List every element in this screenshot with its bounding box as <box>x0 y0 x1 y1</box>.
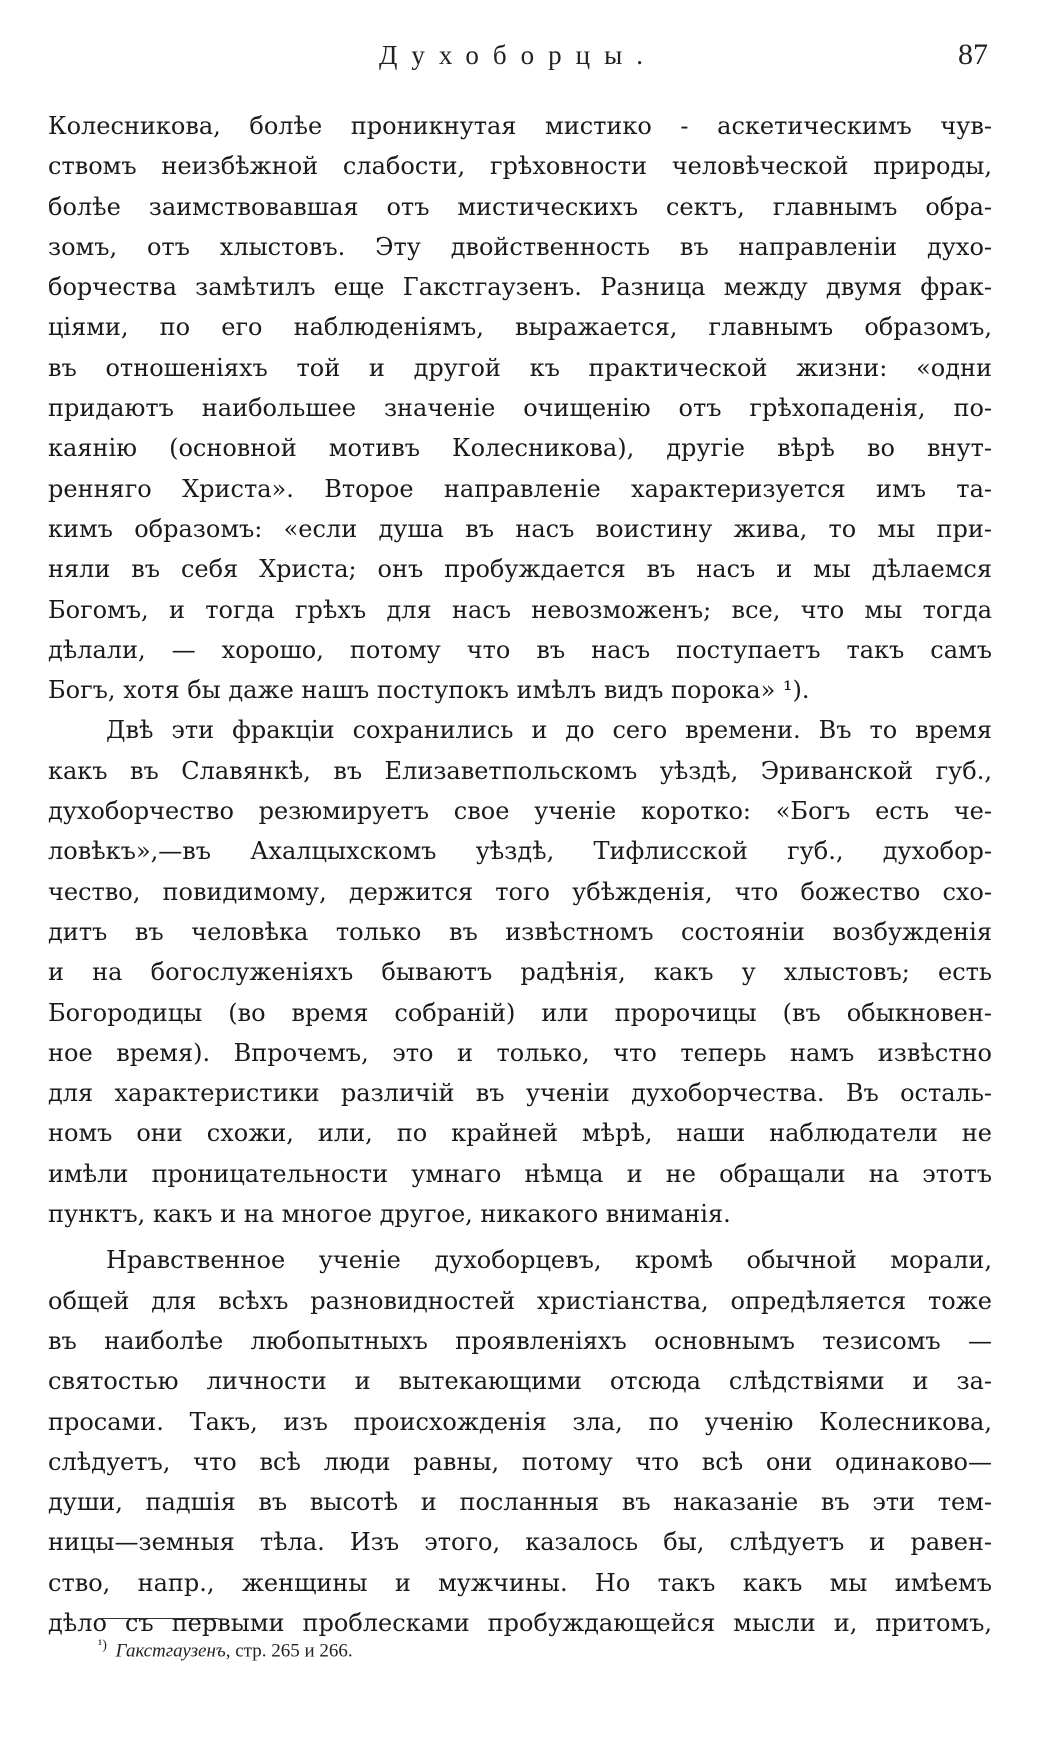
print-specks <box>881 1612 971 1632</box>
text-line: духоборчество резюмируетъ свое ученіе коротко: «Богъ есть че- <box>48 797 992 826</box>
text-line: дѣлали, — хорошо, потому что въ насъ поступаетъ такъ самъ <box>48 635 992 664</box>
text-line: Двѣ эти фракціи сохранились и до сего времени. Въ то время <box>106 716 992 745</box>
text-line: дѣло съ первыми проблесками пробуждающейся мысли и, притомъ, <box>48 1608 992 1637</box>
text-line: няли въ себя Христа; онъ пробуждается въ насъ и мы дѣлаемся <box>48 555 992 584</box>
footnote-marker: ¹) <box>98 1638 107 1653</box>
text-line: общей для всѣхъ разновидностей христіанства, опредѣляется тоже <box>48 1286 992 1315</box>
footnote-rule <box>98 1618 218 1619</box>
text-line: каянію (основной мотивъ Колесникова), другіе вѣрѣ во внут- <box>48 434 992 463</box>
text-line: ствомъ неизбѣжной слабости, грѣховности человѣческой природы, <box>48 152 992 181</box>
footnote <box>98 1638 353 1662</box>
text-line: души, падшія въ высотѣ и посланныя въ наказаніе въ эти тем- <box>48 1488 992 1517</box>
text-line: имѣли проницательности умнаго нѣмца и не обращали на этотъ <box>48 1159 992 1188</box>
text-line: придаютъ наибольшее значеніе очищенію отъ грѣхопаденія, по- <box>48 394 992 423</box>
text-line: и на богослуженіяхъ бываютъ радѣнія, какъ у хлыстовъ; есть <box>48 958 992 987</box>
text-line: чество, повидимому, держится того убѣжденія, что божество схо- <box>48 877 992 906</box>
text-line: Богородицы (во время собраній) или пророчицы (въ обыкновен- <box>48 998 992 1027</box>
text-line: въ отношеніяхъ той и другой къ практической жизни: «одни <box>48 353 992 382</box>
text-line: просами. Такъ, изъ происхожденія зла, по ученію Колесникова, <box>48 1407 992 1436</box>
text-line: святостью личности и вытекающими отсюда слѣдствіями и за- <box>48 1367 992 1396</box>
text-line: зомъ, отъ хлыстовъ. Эту двойственность въ направленіи духо- <box>48 232 992 261</box>
text-line: пунктъ, какъ и на многое другое, никакого вниманія. <box>48 1200 731 1229</box>
text-line: Богомъ, и тогда грѣхъ для насъ невозможенъ; все, что мы тогда <box>48 595 992 624</box>
text-line: номъ они схожи, или, по крайней мѣрѣ, наши наблюдатели не <box>48 1119 992 1148</box>
footnote-reference: стр. 265 и 266. <box>235 1640 353 1662</box>
text-line: ренняго Христа». Второе направленіе характеризуется имъ та- <box>48 474 992 503</box>
text-line: Богъ, хотя бы даже нашъ поступокъ имѣлъ видъ порока» ¹). <box>48 676 810 705</box>
text-line: дитъ въ человѣка только въ извѣстномъ состояніи возбужденія <box>48 917 992 946</box>
text-line: ницы—земныя тѣла. Изъ этого, казалось бы, слѣдуетъ и равен- <box>48 1528 992 1557</box>
text-line: Колесникова, болѣе проникнутая мистико - аскетическимъ чув- <box>48 112 992 140</box>
text-line: Нравственное ученіе духоборцевъ, кромѣ обычной морали, <box>106 1246 992 1275</box>
body-text <box>48 106 992 1643</box>
footnote-author: Гакстгаузенъ, <box>115 1640 231 1662</box>
text-line: ловѣкъ»,—въ Ахалцыхскомъ уѣздѣ, Тифлисской губ., духобор- <box>48 837 992 866</box>
text-line: ціями, по его наблюденіямъ, выражается, главнымъ образомъ, <box>48 313 992 342</box>
text-line: ное время). Впрочемъ, это и только, что теперь намъ извѣстно <box>48 1038 992 1067</box>
text-line: какъ въ Славянкѣ, въ Елизаветпольскомъ уѣздѣ, Эриванской губ., <box>48 756 992 785</box>
text-line: для характеристики различій въ ученіи духоборчества. Въ осталь- <box>48 1079 992 1108</box>
page-number: 87 <box>958 38 988 71</box>
running-title: Духоборцы. <box>379 40 657 70</box>
text-line: ство, напр., женщины и мужчины. Но такъ какъ мы имѣемъ <box>48 1568 992 1597</box>
text-line: борчества замѣтилъ еще Гакстгаузенъ. Разница между двумя фрак- <box>48 273 992 302</box>
text-line: кимъ образомъ: «если душа въ насъ воистину жива, то мы при- <box>48 514 992 543</box>
page-header <box>48 38 988 78</box>
text-line: слѣдуетъ, что всѣ люди равны, потому что всѣ они одинаково— <box>48 1447 992 1476</box>
text-line: въ наиболѣе любопытныхъ проявленіяхъ основнымъ тезисомъ — <box>48 1326 992 1355</box>
text-line: болѣе заимствовавшая отъ мистическихъ сектъ, главнымъ обра- <box>48 192 992 221</box>
